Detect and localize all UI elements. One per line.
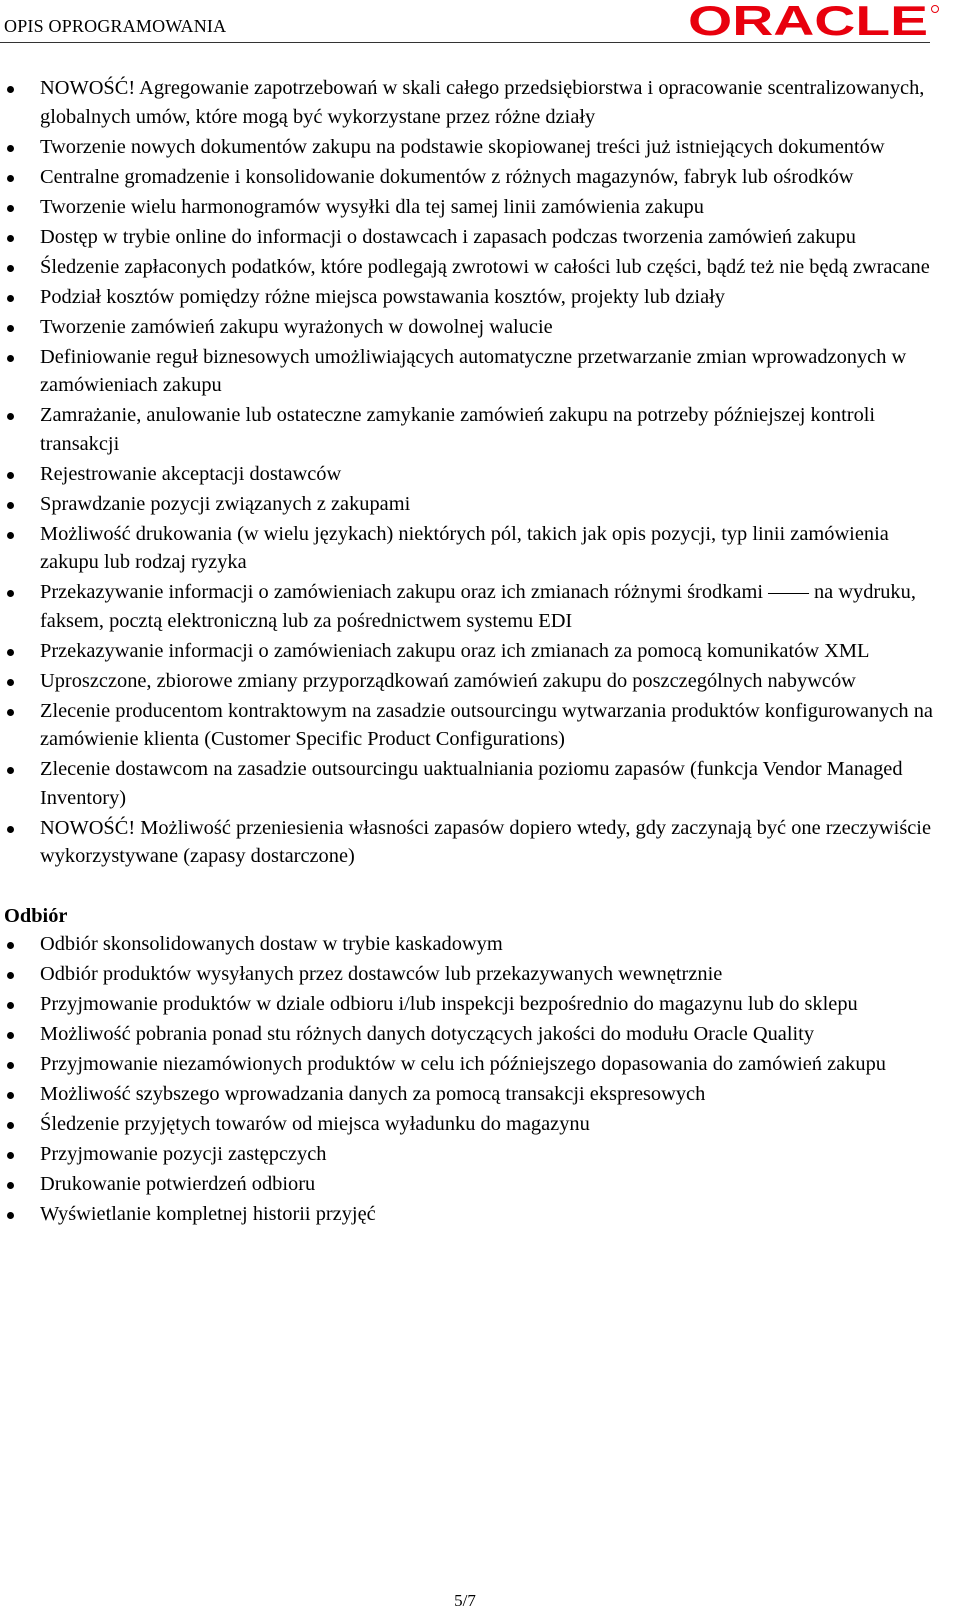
list-item-text: Tworzenie zamówień zakupu wyrażonych w dowolnej walucie — [40, 315, 553, 338]
bullet-icon — [7, 265, 14, 272]
list-item — [0, 343, 935, 400]
bullet-icon — [7, 972, 14, 979]
bullet-icon — [7, 709, 14, 716]
bullet-icon — [7, 1062, 14, 1069]
page-header — [0, 0, 930, 43]
list-item-text: Przyjmowanie pozycji zastępczych — [40, 1143, 327, 1165]
list-item-text: Przyjmowanie niezamówionych produktów w celu ich późniejszego dopasowania do zamówień zakupu — [40, 1053, 886, 1075]
list-item — [0, 1140, 935, 1169]
list-item-text: Centralne gromadzenie i konsolidowanie dokumentów z różnych magazynów, fabryk lub ośrodków — [40, 165, 854, 188]
bullet-icon — [7, 1212, 14, 1219]
bullet-icon — [7, 355, 14, 362]
list-item-text: Sprawdzanie pozycji związanych z zakupami — [40, 492, 411, 515]
list-item-text: NOWOŚĆ! Możliwość przeniesienia własności zapasów dopiero wtedy, gdy zaczynają być one rzeczywiście wykorzystywane (zapasy dostarczone) — [40, 816, 932, 867]
list-item — [0, 74, 935, 131]
bullet-icon — [7, 235, 14, 242]
list-item-text: Rejestrowanie akceptacji dostawców — [40, 462, 342, 485]
list-item — [0, 490, 935, 519]
list-item-text: Tworzenie wielu harmonogramów wysyłki dla tej samej linii zamówienia zakupu — [40, 195, 704, 218]
list-item-text: Wyświetlanie kompletnej historii przyjęć — [40, 1203, 376, 1225]
bullet-icon — [7, 295, 14, 302]
bullet-icon — [7, 175, 14, 182]
list-item-text: NOWOŚĆ! Agregowanie zapotrzebowań w skali całego przedsiębiorstwa i opracowanie scentralizowanych, globalnych umów, które mogą być wykorzystane przez różne działy — [40, 77, 925, 128]
bullet-icon — [7, 86, 14, 93]
list-item-text: Tworzenie nowych dokumentów zakupu na podstawie skopiowanej treści już istniejących dokumentów — [40, 135, 885, 158]
list-item — [0, 930, 935, 959]
list-item-text: Śledzenie przyjętych towarów od miejsca wyładunku do magazynu — [40, 1113, 590, 1135]
document-body — [0, 74, 935, 1230]
bullet-icon — [7, 1032, 14, 1039]
bullet-icon — [7, 325, 14, 332]
list-item-text: Uproszczone, zbiorowe zmiany przyporządkowań zamówień zakupu do poszczególnych nabywców — [40, 669, 856, 692]
bullet-icon — [7, 649, 14, 656]
bullet-icon — [7, 532, 14, 539]
list-item-text: Dostęp w trybie online do informacji o dostawcach i zapasach podczas tworzenia zamówień zakupu — [40, 225, 856, 248]
bullet-icon — [7, 502, 14, 509]
bullet-icon — [7, 205, 14, 212]
list-item — [0, 1050, 935, 1079]
list-item — [0, 163, 935, 192]
bullet-icon — [7, 1152, 14, 1159]
list-item — [0, 667, 935, 696]
list-item — [0, 990, 935, 1019]
list-item — [0, 1020, 935, 1049]
list-item — [0, 193, 935, 222]
list-item — [0, 697, 935, 754]
svg-text:ORACLE: ORACLE — [688, 1, 928, 41]
bullet-icon — [7, 1122, 14, 1129]
bullet-icon — [7, 590, 14, 597]
list-item-text: Definiowanie reguł biznesowych umożliwiających automatyczne przetwarzanie zmian wprowadzonych w zamówieniach zakupu — [40, 345, 907, 396]
list-item-text: Przyjmowanie produktów w dziale odbioru i/lub inspekcji bezpośrednio do magazynu lub do sklepu — [40, 993, 858, 1015]
list-item-text: Zamrażanie, anulowanie lub ostateczne zamykanie zamówień zakupu na potrzeby późniejszej kontroli transakcji — [40, 404, 876, 455]
list-item-text: Możliwość drukowania (w wielu językach) niektórych pól, takich jak opis pozycji, typ linii zamówienia zakupu lub rodzaj ryzyka — [40, 522, 889, 573]
list-item — [0, 1080, 935, 1109]
list-item — [0, 755, 935, 812]
list-item-text: Drukowanie potwierdzeń odbioru — [40, 1173, 316, 1195]
list-item-text: Zlecenie dostawcom na zasadzie outsourcingu uaktualniania poziomu zapasów (funkcja Vendor Managed Inventory) — [40, 758, 903, 809]
list-item — [0, 578, 935, 635]
list-item — [0, 283, 935, 312]
list-item — [0, 223, 935, 252]
list-item — [0, 1170, 935, 1199]
bullet-icon — [7, 1182, 14, 1189]
bullet-icon — [7, 826, 14, 833]
list-item-text: Przekazywanie informacji o zamówieniach zakupu oraz ich zmianach za pomocą komunikatów XML — [40, 639, 870, 662]
list-item-text: Odbiór produktów wysyłanych przez dostawców lub przekazywanych wewnętrznie — [40, 963, 723, 985]
list-item-text: Śledzenie zapłaconych podatków, które podlegają zwrotowi w całości lub części, bądź też nie będą zwracane — [40, 255, 930, 278]
list-item — [0, 960, 935, 989]
section-heading-receiving: Odbiór — [4, 904, 68, 927]
page-number: 5/7 — [454, 1591, 476, 1610]
bullet-icon — [7, 413, 14, 420]
list-item — [0, 401, 935, 458]
bullet-icon — [7, 679, 14, 686]
feature-list-purchasing — [0, 74, 935, 871]
list-item-text: Przekazywanie informacji o zamówieniach zakupu oraz ich zmianach różnymi środkami —— na wydruku, faksem, pocztą elektroniczną lub za pośrednictwem systemu EDI — [40, 581, 916, 632]
list-item-text: Możliwość pobrania ponad stu różnych danych dotyczących jakości do modułu Oracle Quality — [40, 1023, 815, 1045]
bullet-icon — [7, 472, 14, 479]
list-item — [0, 460, 935, 489]
list-item — [0, 1200, 935, 1229]
list-item-text: Podział kosztów pomiędzy różne miejsca powstawania kosztów, projekty lub działy — [40, 285, 725, 308]
list-item — [0, 637, 935, 666]
oracle-logo — [688, 1, 940, 41]
bullet-icon — [7, 1092, 14, 1099]
list-item — [0, 313, 935, 342]
list-item-text: Odbiór skonsolidowanych dostaw w trybie kaskadowym — [40, 933, 503, 955]
list-item — [0, 520, 935, 577]
feature-list-receiving — [0, 930, 935, 1229]
bullet-icon — [7, 942, 14, 949]
list-item-text: Możliwość szybszego wprowadzania danych za pomocą transakcji ekspresowych — [40, 1083, 706, 1105]
bullet-icon — [7, 767, 14, 774]
list-item — [0, 253, 935, 282]
list-item — [0, 133, 935, 162]
list-item-text: Zlecenie producentom kontraktowym na zasadzie outsourcingu wytwarzania produktów konfigurowanych na zamówienie klienta (Customer Specific Product Configurations) — [40, 699, 933, 750]
bullet-icon — [7, 145, 14, 152]
bullet-icon — [7, 1002, 14, 1009]
list-item — [0, 814, 935, 871]
document-type-title: OPIS OPROGRAMOWANIA — [4, 16, 227, 36]
list-item — [0, 1110, 935, 1139]
